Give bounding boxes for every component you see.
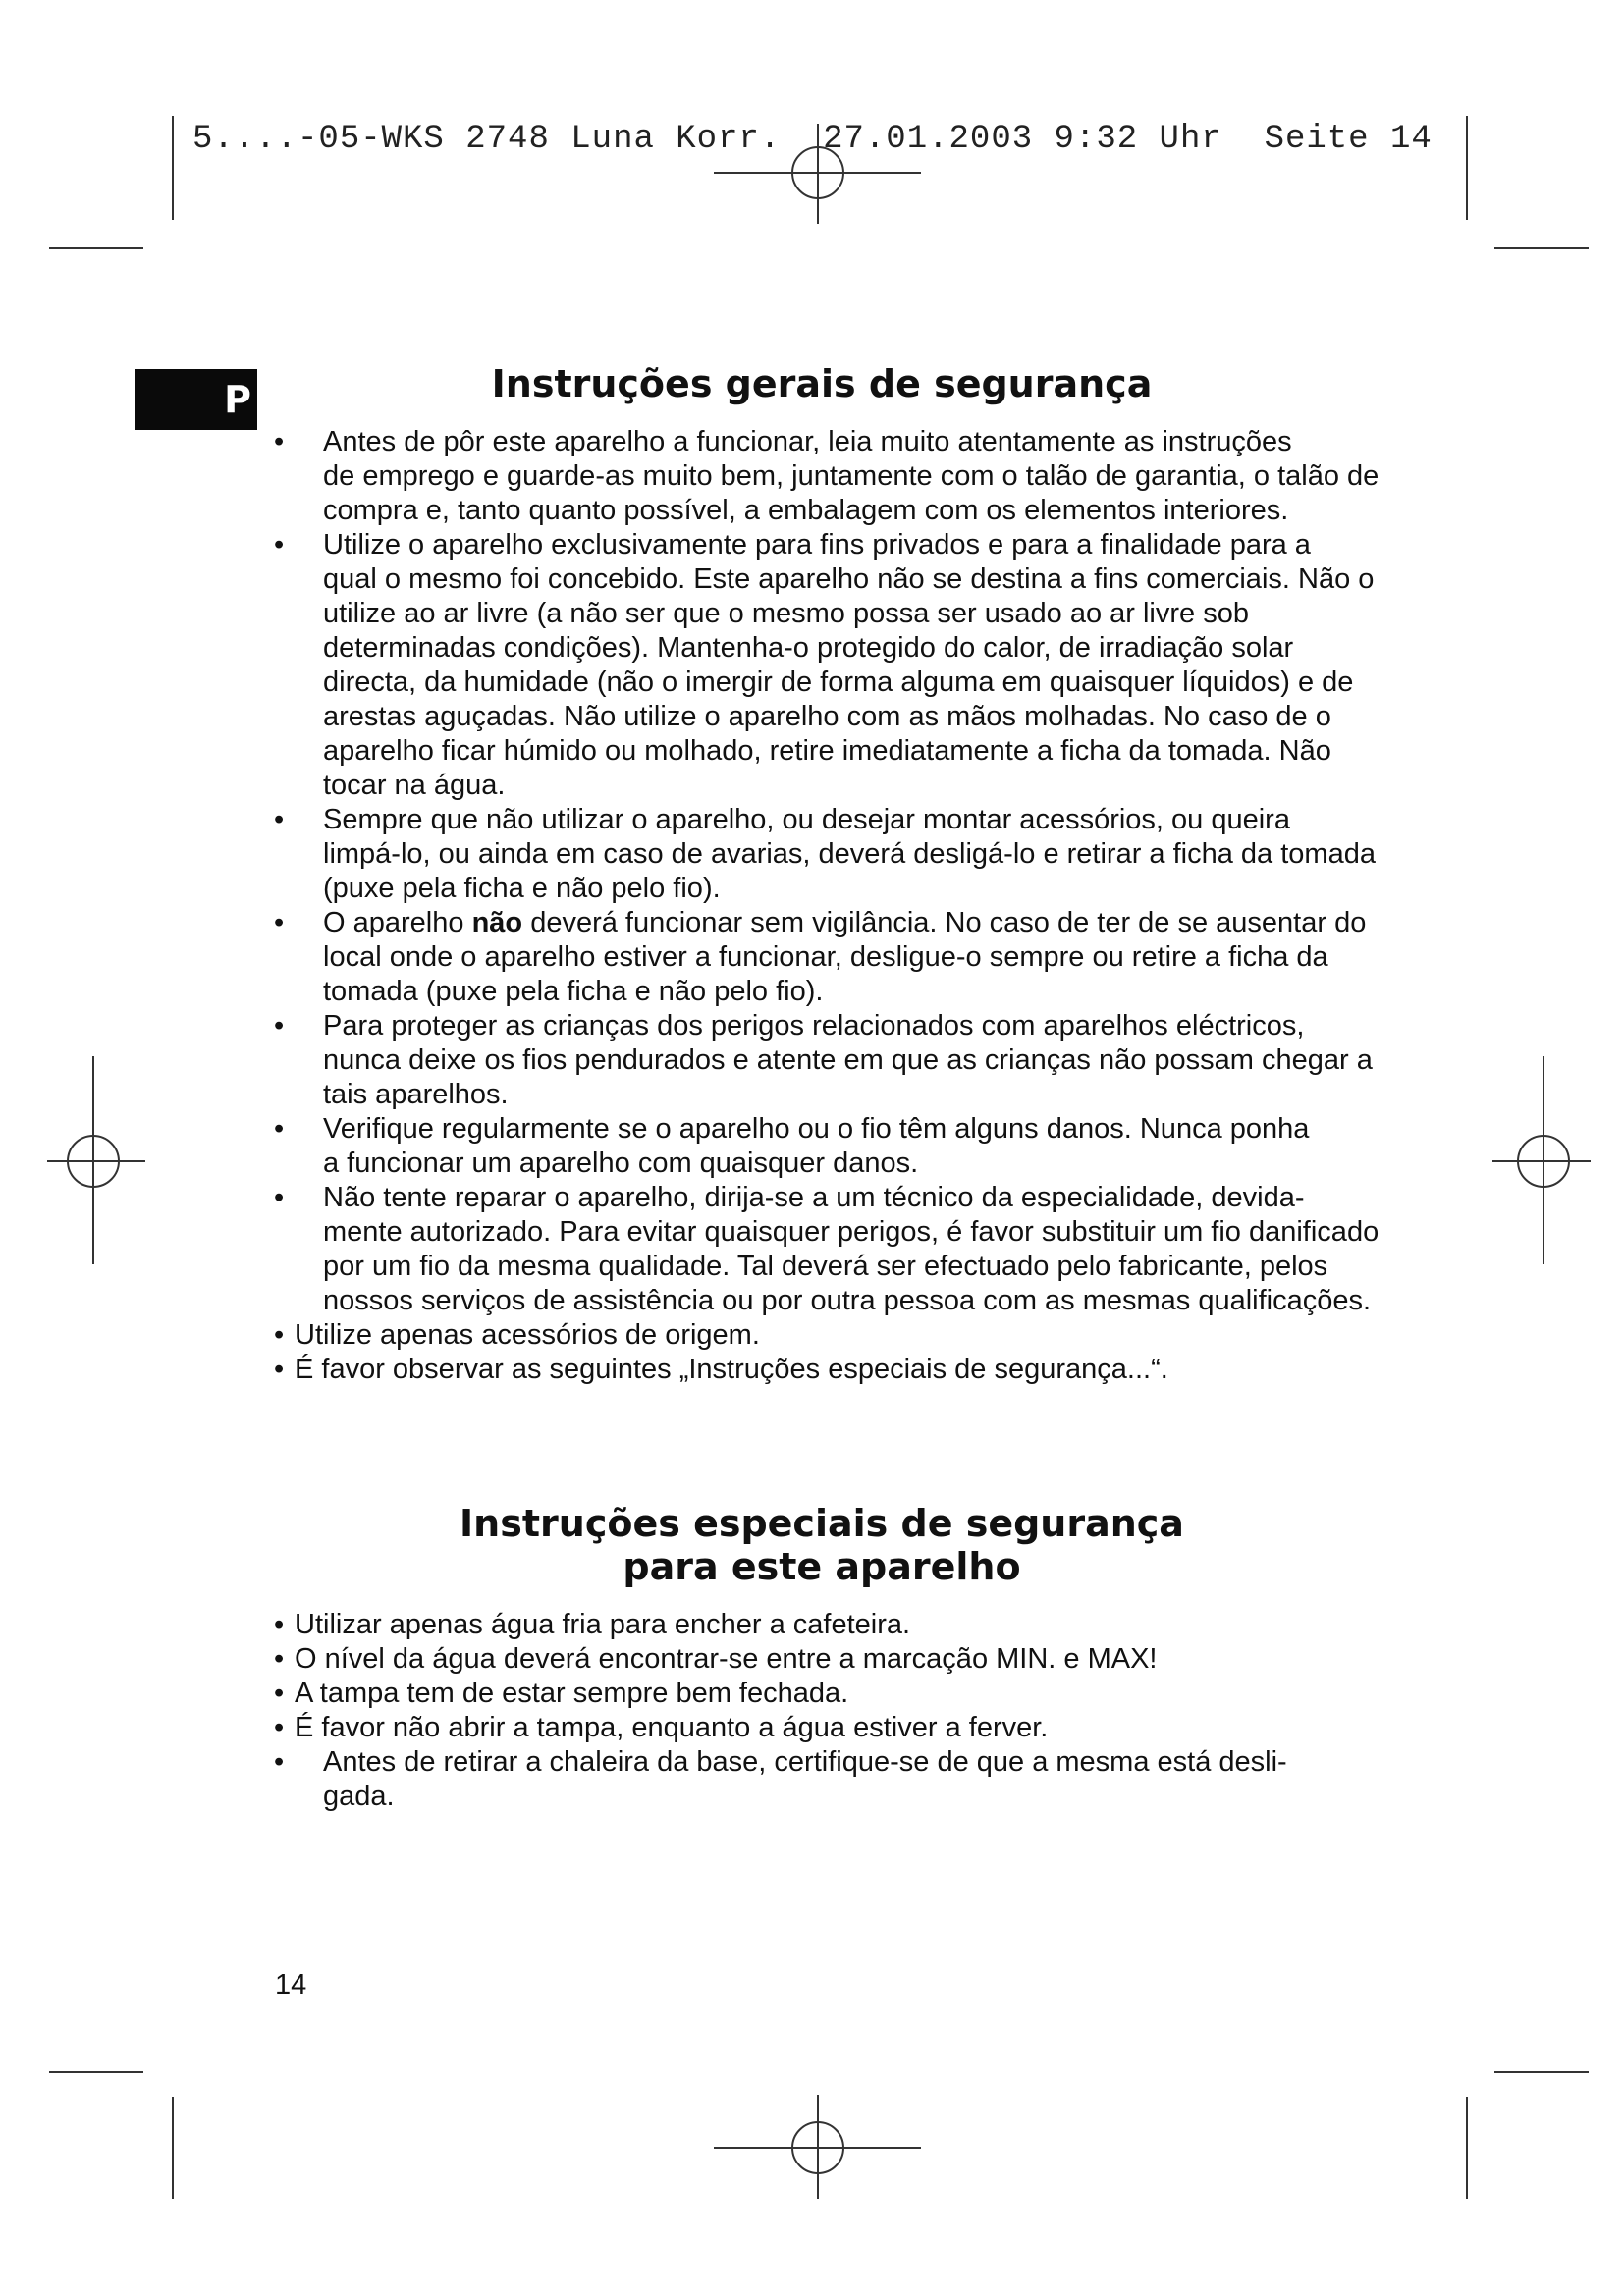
bullet: • bbox=[274, 1678, 285, 1709]
item-first-line: O nível da água deverá encontrar-se entre a marcação MIN. e MAX! bbox=[295, 1643, 1158, 1675]
special-safety-list bbox=[271, 1608, 1390, 1814]
list-item bbox=[271, 1711, 1390, 1745]
item-continuation: gada. bbox=[323, 1781, 395, 1812]
list-item bbox=[271, 528, 1390, 803]
bullet: • bbox=[274, 1643, 285, 1675]
registration-mark-bottom bbox=[714, 2095, 921, 2199]
list-item bbox=[271, 1009, 1390, 1112]
item-continuation: mente autorizado. Para evitar quaisquer perigos, é favor substituir um fio danificado por um fio da mesma qualidade. Tal deverá ser efectuado pelo fabricante, pelos nossos serviços de assistência ou por outra pessoa com as mesmas qualificações. bbox=[323, 1216, 1380, 1316]
item-first-line: A tampa tem de estar sempre bem fechada. bbox=[295, 1678, 849, 1709]
bullet: • bbox=[274, 529, 285, 561]
item-text-post: deverá funcionar sem vigilância. No caso de ter de se ausentar do local onde o aparelho estiver a funcionar, desligue-o sempre ou retire a ficha da tomada (puxe pela ficha e não pelo fio). bbox=[323, 907, 1367, 1007]
page-number: 14 bbox=[275, 1969, 307, 2001]
item-first-line: Antes de pôr este aparelho a funcionar, leia muito atentamente as instruções bbox=[323, 426, 1292, 457]
item-first-line: Utilize apenas acessórios de origem. bbox=[295, 1319, 760, 1351]
bullet: • bbox=[274, 1113, 285, 1145]
list-item bbox=[271, 1642, 1390, 1677]
item-continuation: qual o mesmo foi concebido. Este aparelho não se destina a fins comerciais. Não o utilize ao ar livre (a não ser que o mesmo possa ser usado ao ar livre sob determinadas condições). Mantenha-o protegido do calor, de irradiação solar directa, da humidade (não o imergir de forma alguma em quaisquer líquidos) e de arestas aguçadas. Não utilize o aparelho com as mãos molhadas. No caso de o aparelho ficar húmido ou molhado, retire imediatamente a ficha da tomada. Não tocar na água. bbox=[323, 563, 1375, 801]
item-first-line: Utilizar apenas água fria para encher a cafeteira. bbox=[295, 1609, 911, 1640]
item-continuation: limpá-lo, ou ainda em caso de avarias, deverá desligá-lo e retirar a ficha da tomada (puxe pela ficha e não pelo fio). bbox=[323, 838, 1376, 904]
item-text-emphasis: não bbox=[471, 907, 523, 938]
registration-mark-right bbox=[1492, 1056, 1591, 1264]
language-tab: P bbox=[135, 369, 257, 430]
item-first-line: Antes de retirar a chaleira da base, certifique-se de que a mesma está desli- bbox=[323, 1746, 1287, 1778]
list-item bbox=[271, 803, 1390, 906]
list-item bbox=[271, 1318, 1390, 1353]
section-title-special-safety bbox=[257, 1502, 1386, 1588]
list-item bbox=[271, 425, 1390, 528]
item-first-line: Sempre que não utilizar o aparelho, ou desejar montar acessórios, ou queira bbox=[323, 804, 1290, 835]
item-first-line: Não tente reparar o aparelho, dirija-se a um técnico da especialidade, devida- bbox=[323, 1182, 1305, 1213]
registration-mark-left bbox=[47, 1056, 145, 1264]
item-continuation: de emprego e guarde-as muito bem, juntamente com o talão de garantia, o talão de compra e, tanto quanto possível, a embalagem com os elementos interiores. bbox=[323, 460, 1380, 526]
item-first-line: É favor observar as seguintes „Instruções especiais de segurança...“. bbox=[295, 1354, 1168, 1385]
bullet: • bbox=[274, 426, 285, 457]
item-first-line: Para proteger as crianças dos perigos relacionados com aparelhos eléctricos, bbox=[323, 1010, 1305, 1041]
item-continuation: nunca deixe os fios pendurados e atente em que as crianças não possam chegar a tais aparelhos. bbox=[323, 1044, 1373, 1110]
general-safety-list bbox=[271, 425, 1390, 1387]
bullet: • bbox=[274, 907, 285, 938]
list-item bbox=[271, 1353, 1390, 1387]
section-title-line-2: para este aparelho bbox=[623, 1545, 1021, 1588]
list-item bbox=[271, 1112, 1390, 1181]
section-title-general-safety: Instruções gerais de segurança bbox=[491, 362, 1153, 405]
bullet: • bbox=[274, 1010, 285, 1041]
item-first-line: É favor não abrir a tampa, enquanto a água estiver a ferver. bbox=[295, 1712, 1049, 1743]
bullet: • bbox=[274, 804, 285, 835]
list-item bbox=[271, 1677, 1390, 1711]
bullet: • bbox=[274, 1182, 285, 1213]
list-item bbox=[271, 1745, 1390, 1814]
list-item bbox=[271, 1181, 1390, 1318]
item-text-pre: O aparelho bbox=[323, 907, 464, 938]
bullet: • bbox=[274, 1712, 285, 1743]
bullet: • bbox=[274, 1354, 285, 1385]
bullet: • bbox=[274, 1319, 285, 1351]
item-first-line: Verifique regularmente se o aparelho ou o fio têm alguns danos. Nunca ponha bbox=[323, 1113, 1310, 1145]
bullet: • bbox=[274, 1609, 285, 1640]
bullet: • bbox=[274, 1746, 285, 1778]
item-first-line: Utilize o aparelho exclusivamente para fins privados e para a finalidade para a bbox=[323, 529, 1311, 561]
section-title-line-1: Instruções especiais de segurança bbox=[460, 1502, 1184, 1545]
print-slug-line: 5....-05-WKS 2748 Luna Korr. 27.01.2003 9:32 Uhr Seite 14 bbox=[192, 121, 1433, 158]
item-continuation: a funcionar um aparelho com quaisquer danos. bbox=[323, 1148, 919, 1179]
list-item bbox=[271, 906, 1390, 1009]
list-item bbox=[271, 1608, 1390, 1642]
